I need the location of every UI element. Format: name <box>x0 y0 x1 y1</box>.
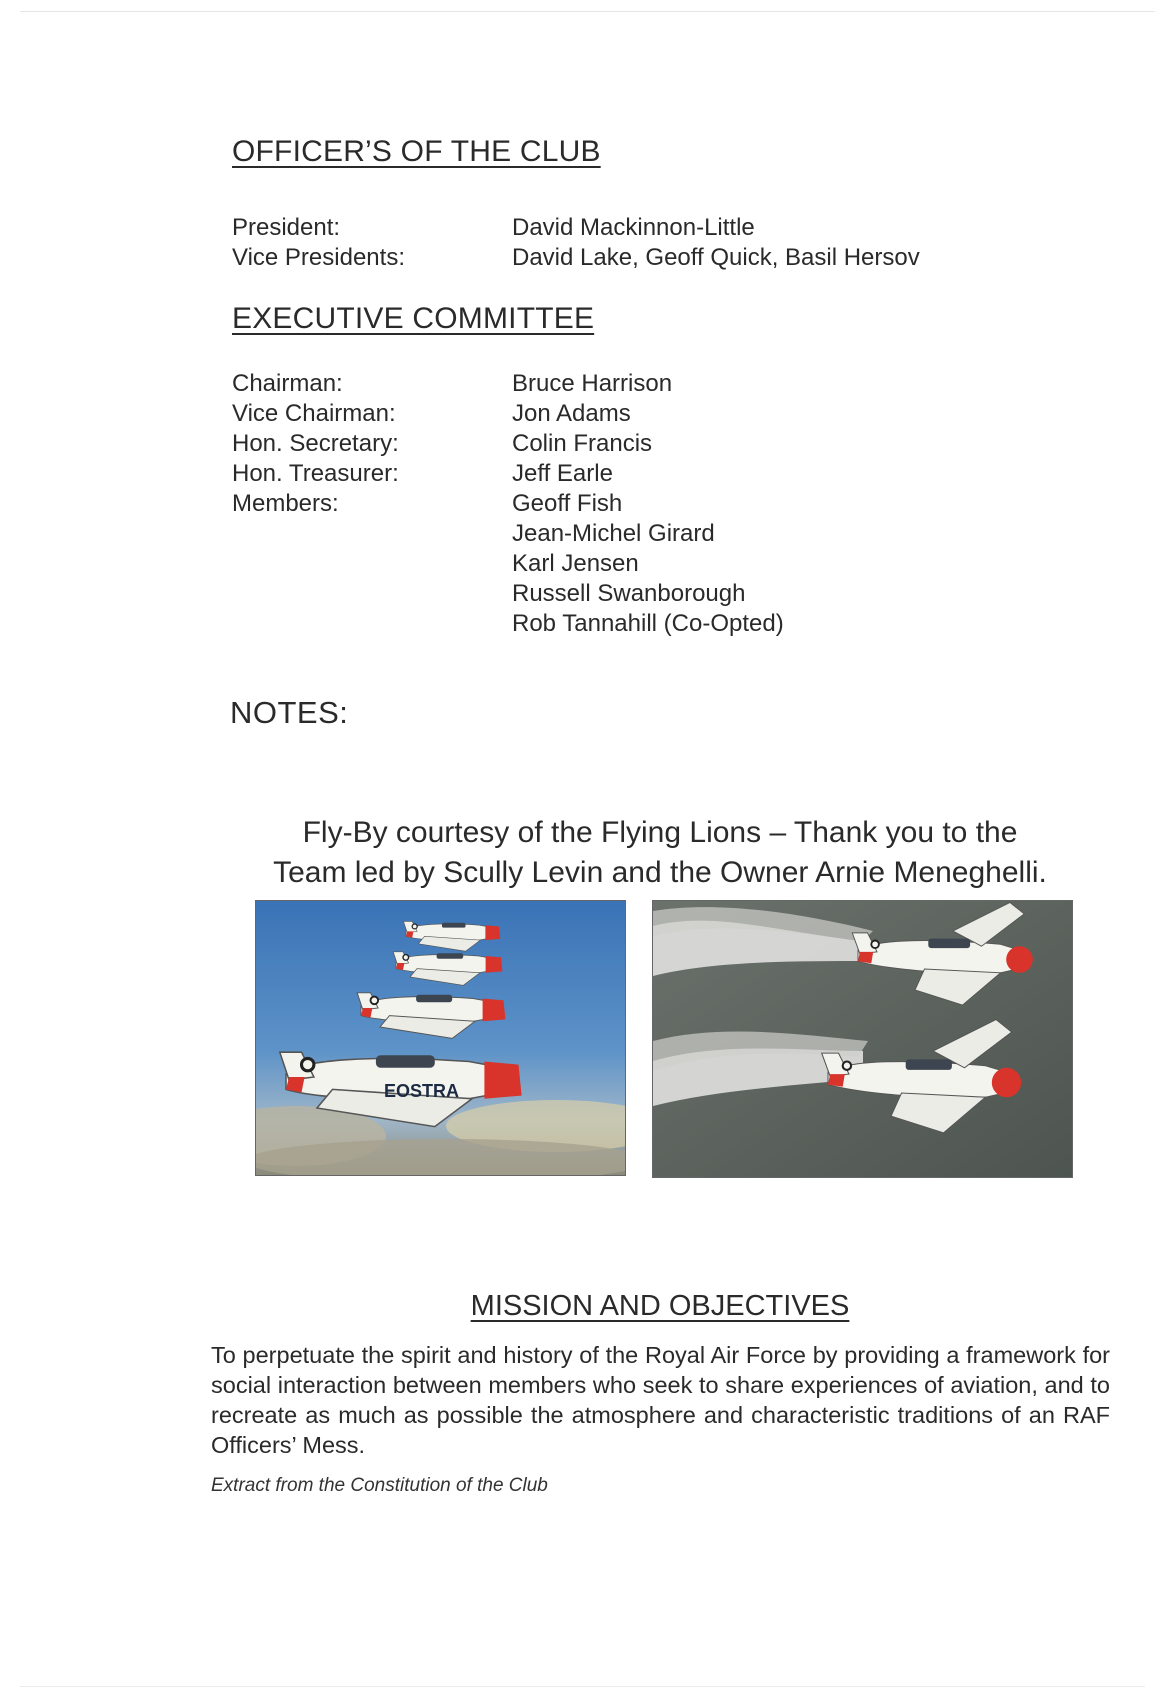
executive-heading: EXECUTIVE COMMITTEE <box>232 302 595 335</box>
exec-row-secretary <box>232 429 784 459</box>
mission-source: Extract from the Constitution of the Club <box>211 1475 548 1496</box>
formation-photo-graphic <box>256 901 625 1175</box>
role-label: Vice Presidents: <box>232 244 405 271</box>
flyby-caption-line-2: Team led by Scully Levin and the Owner Arnie Meneghelli. <box>273 856 1047 889</box>
role-value: Jeff Earle <box>512 460 613 487</box>
member-name: Russell Swanborough <box>512 580 746 607</box>
role-label: Hon. Secretary: <box>232 430 399 457</box>
flyby-caption-line-1: Fly-By courtesy of the Flying Lions – Thank you to the <box>302 816 1018 849</box>
member-name: Rob Tannahill (Co-Opted) <box>512 610 784 637</box>
formation-photo <box>255 900 626 1176</box>
role-label: Members: <box>232 490 339 517</box>
role-label: Vice Chairman: <box>232 400 396 427</box>
aircraft-label: EOSTRA <box>384 1081 460 1101</box>
smoke-trail-photo <box>652 900 1073 1178</box>
role-value: Colin Francis <box>512 430 653 457</box>
exec-row-vice-chairman <box>232 399 784 429</box>
exec-row-chairman <box>232 369 784 399</box>
role-value: Bruce Harrison <box>512 370 673 397</box>
officer-row-vice-presidents <box>232 243 920 273</box>
role-label: Chairman: <box>232 370 343 397</box>
scan-edge-bottom <box>20 1686 1145 1687</box>
exec-row-members <box>232 489 784 639</box>
exec-row-treasurer <box>232 459 784 489</box>
officer-row-president <box>232 213 920 243</box>
role-value: Jon Adams <box>512 400 631 427</box>
officers-heading: OFFICER’S OF THE CLUB <box>232 135 601 168</box>
role-value: David Lake, Geoff Quick, Basil Hersov <box>512 244 920 271</box>
scan-edge-top <box>20 11 1155 12</box>
member-name: Jean-Michel Girard <box>512 520 715 547</box>
flyby-caption <box>240 813 1080 893</box>
officers-table <box>232 213 920 273</box>
role-value: David Mackinnon-Little <box>512 214 755 241</box>
member-name: Karl Jensen <box>512 550 639 577</box>
member-name: Geoff Fish <box>512 490 623 517</box>
mission-text: To perpetuate the spirit and history of the Royal Air Force by providing a framework for social interaction between members who seek to share experiences of aviation, and to recreate as much as possible the atmosphere and characteristic traditions of an RAF Officers’ Mess. <box>211 1342 1110 1458</box>
mission-heading: MISSION AND OBJECTIVES <box>470 1290 850 1322</box>
role-label: President: <box>232 214 341 241</box>
executive-table <box>232 369 784 639</box>
role-label: Hon. Treasurer: <box>232 460 399 487</box>
notes-label: NOTES: <box>230 695 349 730</box>
smoke-trail-photo-graphic <box>653 901 1072 1177</box>
